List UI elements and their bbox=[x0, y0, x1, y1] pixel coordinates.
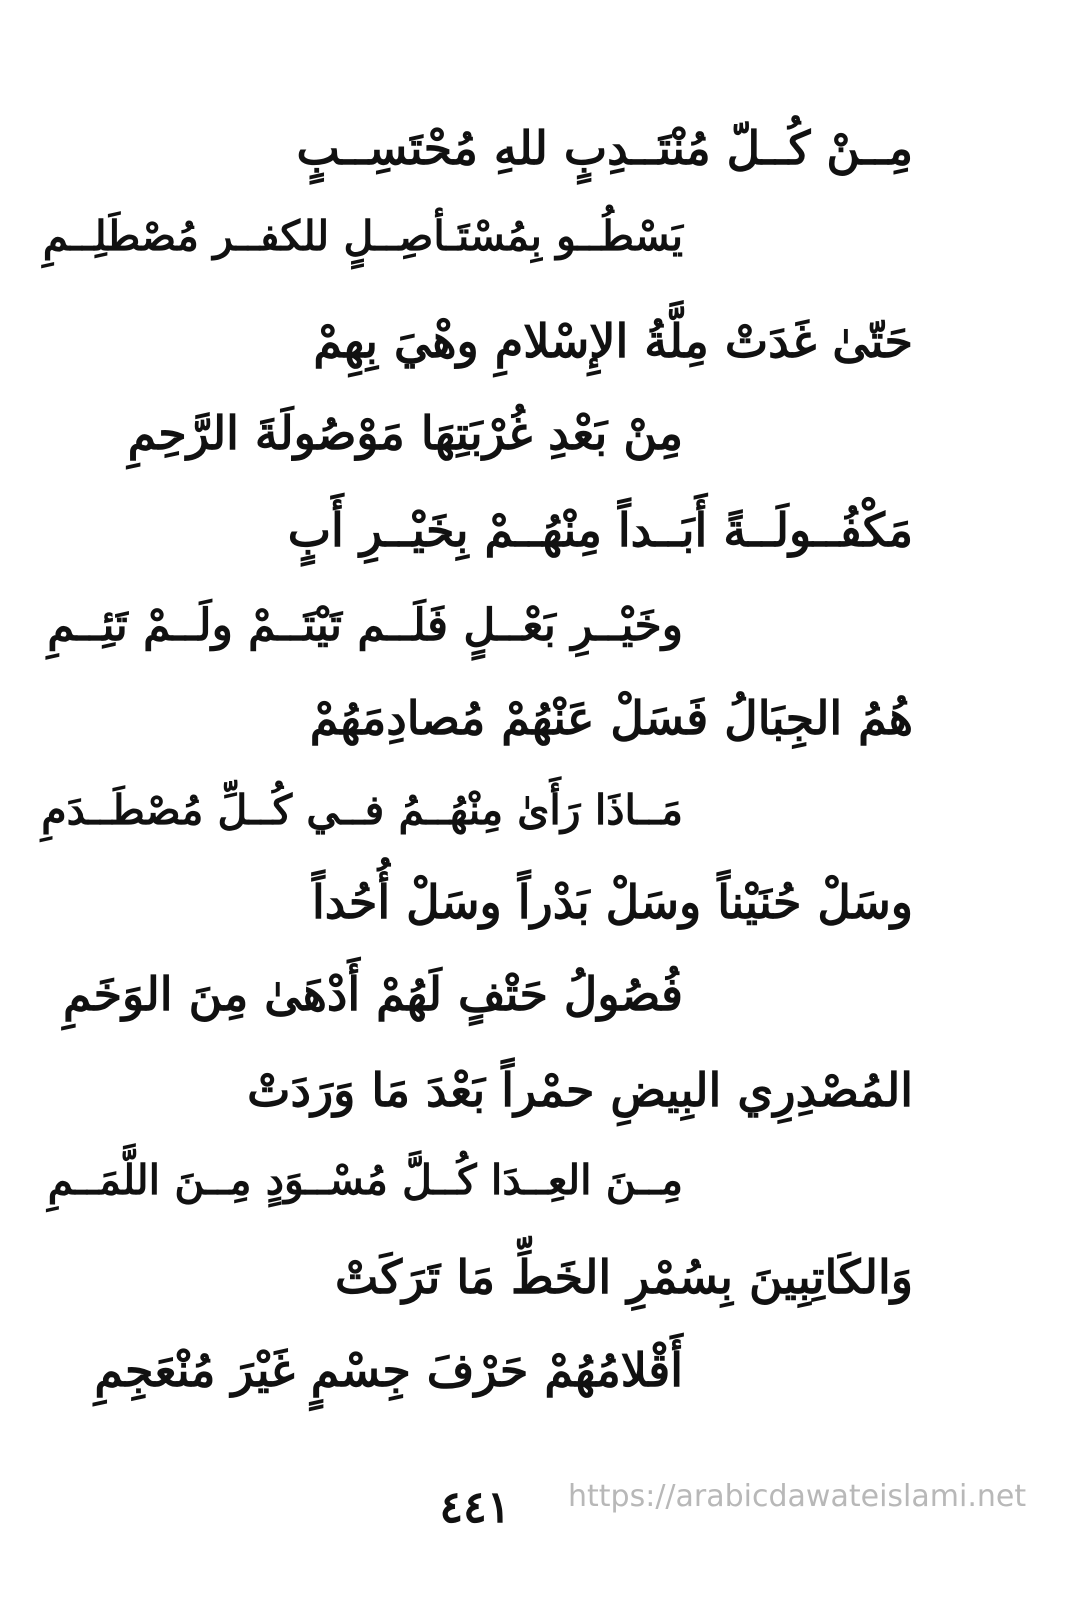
verse-line-11: المُصْدِرِي البِيضِ حمْراً بَعْدَ مَا وَرَدَتْ bbox=[247, 1063, 913, 1117]
page-number: ٤٤١ bbox=[439, 1482, 511, 1533]
verse-line-3: حَتّىٰ غَدَتْ مِلَّةُ الإِسْلامِ وهْيَ بِهِمْ bbox=[313, 314, 913, 368]
verse-line-1: مِــنْ كُــلّ مُنْتَــدِبٍ للهِ مُحْتَسِــبٍ bbox=[296, 121, 913, 175]
verse-line-8: مَــاذَا رَأَىٰ مِنْهُــمُ فــي كُــلِّ مُصْطَــدَمِ bbox=[41, 786, 683, 834]
verse-line-14: أَقْلامُهُمْ حَرْفَ جِسْمٍ غَيْرَ مُنْعَجِمِ bbox=[94, 1343, 683, 1397]
verse-line-13: وَالكَاتِبِينَ بِسُمْرِ الخَطِّ مَا تَرَكَتْ bbox=[335, 1250, 913, 1304]
verse-line-9: وسَلْ حُنَيْناً وسَلْ بَدْراً وسَلْ أُحُداً bbox=[311, 875, 913, 929]
verse-line-10: فُصُولُ حَتْفٍ لَهُمْ أَدْهَىٰ مِنَ الوَخَمِ bbox=[62, 967, 683, 1021]
verse-line-2: يَسْطُــو بِمُسْتَـأصِــلٍ للكفــر مُصْطَلِــمِ bbox=[42, 212, 683, 260]
watermark-url: https://arabicdawateislami.net bbox=[568, 1479, 1027, 1514]
verse-line-6: وخَيْــرِ بَعْــلٍ فَلَــم تَيْتَــمْ ولَــمْ تَئِــمِ bbox=[47, 600, 683, 651]
verse-line-7: هُمُ الجِبَالُ فَسَلْ عَنْهُمْ مُصادِمَهُمْ bbox=[309, 691, 913, 745]
verse-line-12: مِــنَ العِــدَا كُــلَّ مُسْــوَدٍ مِــنَ اللَّمَــمِ bbox=[47, 1156, 683, 1204]
verse-line-4: مِنْ بَعْدِ غُرْبَتِهَا مَوْصُولَةَ الرَّحِمِ bbox=[127, 406, 683, 460]
verse-line-5: مَكْفُــولَــةً أَبَــداً مِنْهُــمْ بِخَيْــرِ أَبٍ bbox=[287, 503, 913, 557]
